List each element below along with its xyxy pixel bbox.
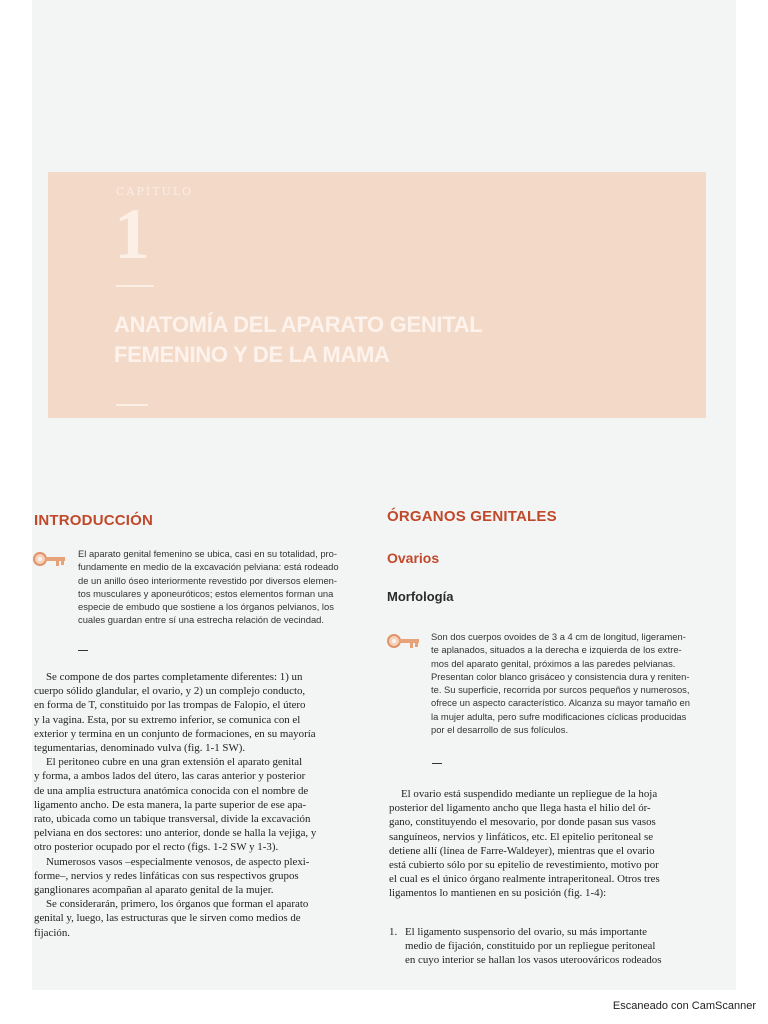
- ovaries-summary-line: Presentan color blanco grisáceo y consistencia dura y reniten-: [431, 670, 690, 682]
- chapter-banner: [48, 172, 706, 418]
- text-line: posterior del ligamento ancho que llega hasta el hilio del ór-: [389, 802, 651, 815]
- intro-summary-line: El aparato genital femenino se ubica, casi en su totalidad, pro-: [78, 548, 338, 559]
- text-line: tegumentarias, denominado vulva (fig. 1-1 SW).: [34, 742, 246, 755]
- text-line: ganglionares acompañan al aparato genital de la mujer.: [34, 884, 274, 897]
- list-text: [405, 925, 722, 968]
- text-line: en forma de T, constituido por las trompas de Falopio, el útero: [34, 699, 306, 712]
- text-line: rato, ubicada como un tabique transversal, divide la excavación: [34, 813, 311, 826]
- list-number: 1.: [389, 926, 398, 938]
- text-line: forme–, nervios y redes linfáticas con sus respectivos grupos: [34, 869, 299, 882]
- text-line: en cuyo interior se hallan los vasos uteroováricos rodeados: [405, 954, 662, 967]
- chapter-number: 1: [114, 194, 150, 274]
- organs-heading: ÓRGANOS GENITALES: [387, 508, 557, 525]
- text-line: exterior y termina en un conjunto de formaciones, en su mayoría: [34, 727, 316, 740]
- text-line: y la vagina. Esta, por su extremo inferior, se comunica con el: [34, 713, 301, 726]
- text-line: sanguíneos, nervios y linfáticos, etc. El epitelio peritoneal se: [389, 830, 654, 843]
- ovaries-summary-line: por el desarrollo de sus folículos.: [431, 724, 569, 736]
- morphology-subheading: Morfología: [387, 589, 454, 604]
- chapter-divider-bottom: [116, 404, 148, 406]
- scanner-watermark: Escaneado con CamScanner: [612, 1000, 756, 1012]
- ovaries-summary-line: la mujer adulta, pero sufre modificaciones cíclicas producidas: [431, 710, 687, 722]
- text-line: y forma, a ambos lados del útero, las caras anterior y posterior: [34, 770, 306, 783]
- text-line: medio de fijación, constituido por un repliegue peritoneal: [405, 940, 656, 953]
- text-line: ligamento ancho. De esta manera, la parte superior de ese apa-: [34, 798, 307, 811]
- text-line: genital y, luego, las estructuras que le sirven como medios de: [34, 912, 301, 925]
- ovaries-summary-line: Son dos cuerpos ovoides de 3 a 4 cm de longitud, ligeramen-: [431, 631, 686, 642]
- intro-summary-line: fundamente en medio de la excavación pelviana: está rodeado: [78, 561, 339, 573]
- text-line: Se compone de dos partes completamente diferentes: 1) un: [46, 671, 303, 683]
- text-line: está cubierto sólo por su epitelio de revestimiento, motivo por: [389, 859, 659, 872]
- intro-paragraph-2: [34, 755, 367, 854]
- intro-paragraph-3: [34, 855, 367, 898]
- chapter-divider-top: [116, 285, 154, 287]
- text-line: el cual es el único órgano realmente intraperitoneal. Otros tres: [389, 873, 660, 886]
- intro-heading: INTRODUCCIÓN: [34, 512, 154, 529]
- text-line: El ligamento suspensorio del ovario, su más importante: [405, 926, 647, 938]
- intro-summary-line: tos musculares y aponeuróticos; estos elementos forman una: [78, 587, 334, 599]
- text-line: Se considerarán, primero, los órganos que forman el aparato: [46, 898, 309, 911]
- ovaries-body: [389, 787, 722, 901]
- text-line: fijación.: [34, 926, 70, 939]
- text-line: otro posterior ocupado por el recto (figs. 1-2 SW y 1-3).: [34, 841, 279, 854]
- ovaries-summary-line: mos del aparato genital, próximos a las paredes pelvianas.: [431, 657, 676, 669]
- ovaries-summary-line: te. Su superficie, recorrida por surcos pequeños y numerosos,: [431, 684, 690, 696]
- intro-paragraph-4: [34, 897, 367, 940]
- ovaries-summary-line: ofrece un aspecto característico. Alcanza su mayor tamaño en: [431, 697, 690, 709]
- ligament-list-item: [389, 925, 722, 968]
- ovaries-summary-line: te aplanados, situados a la derecha e izquierda de los extre-: [431, 644, 682, 656]
- text-line: de una amplia estructura anatómica conocida con el nombre de: [34, 784, 309, 797]
- intro-paragraph-1: [34, 670, 367, 755]
- text-line: detiene allí (línea de Farre-Waldeyer), mientras que el ovario: [389, 844, 655, 857]
- chapter-title: [114, 310, 534, 370]
- key-icon: [386, 630, 422, 656]
- text-line: El peritoneo cubre en una gran extensión el aparato genital: [46, 756, 303, 769]
- chapter-title-line-2: FEMENINO Y DE LA MAMA: [114, 342, 390, 367]
- ovaries-summary: [431, 630, 721, 736]
- text-line: Numerosos vasos –especialmente venosos, de aspecto plexi-: [46, 855, 310, 868]
- chapter-title-line-1: ANATOMÍA DEL APARATO GENITAL: [114, 312, 483, 337]
- ovaries-subheading: Ovarios: [387, 550, 440, 566]
- intro-summary-line: cuales guardan entre sí una estrecha relación de vecindad.: [78, 614, 324, 626]
- intro-summary-line: de un anillo óseo interiormente revestido por diversos elemen-: [78, 574, 337, 586]
- chapter-label: CAPÍTULO: [116, 185, 194, 198]
- key-icon: [32, 548, 68, 574]
- text-line: El ovario está suspendido mediante un repliegue de la hoja: [401, 788, 658, 800]
- text-line: ligamentos lo mantienen en su posición (fig. 1-4):: [389, 887, 607, 900]
- summary-end-dash: [78, 650, 88, 651]
- summary-end-dash: [432, 763, 442, 764]
- text-line: pelviana en dos sectores: uno anterior, donde se halla la vejiga, y: [34, 827, 317, 840]
- text-line: gano, constituyendo el mesovario, por donde pasan sus vasos: [389, 816, 656, 829]
- intro-summary: [78, 547, 363, 627]
- intro-body: [34, 670, 367, 940]
- text-line: cuerpo sólido glandular, el ovario, y 2) un complejo conducto,: [34, 685, 306, 698]
- intro-summary-line: especie de embudo que sostiene a los órganos pelvianos, los: [78, 601, 334, 613]
